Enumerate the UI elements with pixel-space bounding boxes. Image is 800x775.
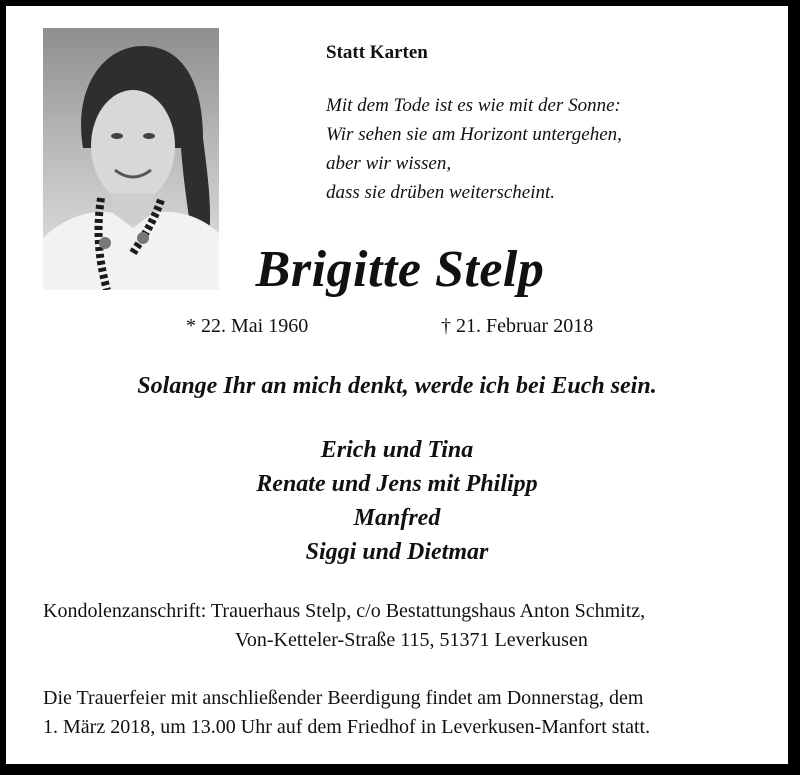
condolence-address [43,597,645,655]
birth-date: * 22. Mai 1960 [186,315,309,337]
mourner-line: Manfred [353,505,441,531]
death-date: † 21. Februar 2018 [441,315,594,337]
mourner-line: Renate und Jens mit Philipp [256,471,538,497]
poem-line: aber wir wissen, [326,153,452,174]
header-statt-karten: Statt Karten [326,42,428,63]
condolence-line: Kondolenzanschrift: Trauerhaus Stelp, c/o Bestattungshaus Anton Schmitz, [43,600,646,622]
poem [326,91,622,207]
obituary-card [6,6,788,764]
mourners-list [6,433,788,569]
funeral-line: 1. März 2018, um 13.00 Uhr auf dem Friedhof in Leverkusen-Manfort statt. [43,716,651,738]
poem-line: dass sie drüben weiterscheint. [326,182,556,203]
deceased-name: Brigitte Stelp [255,241,545,298]
poem-line: Wir sehen sie am Horizont untergehen, [326,124,622,145]
poem-line: Mit dem Tode ist es wie mit der Sonne: [326,95,621,116]
condolence-line: Von-Ketteler-Straße 115, 51371 Leverkusen [235,629,588,651]
mourner-line: Erich und Tina [320,437,474,463]
funeral-line: Die Trauerfeier mit anschließender Beerdigung findet am Donnerstag, dem [43,687,644,709]
funeral-info [43,684,650,742]
mourner-line: Siggi und Dietmar [305,539,489,565]
memorial-quote: Solange Ihr an mich denkt, werde ich bei Euch sein. [137,373,657,399]
